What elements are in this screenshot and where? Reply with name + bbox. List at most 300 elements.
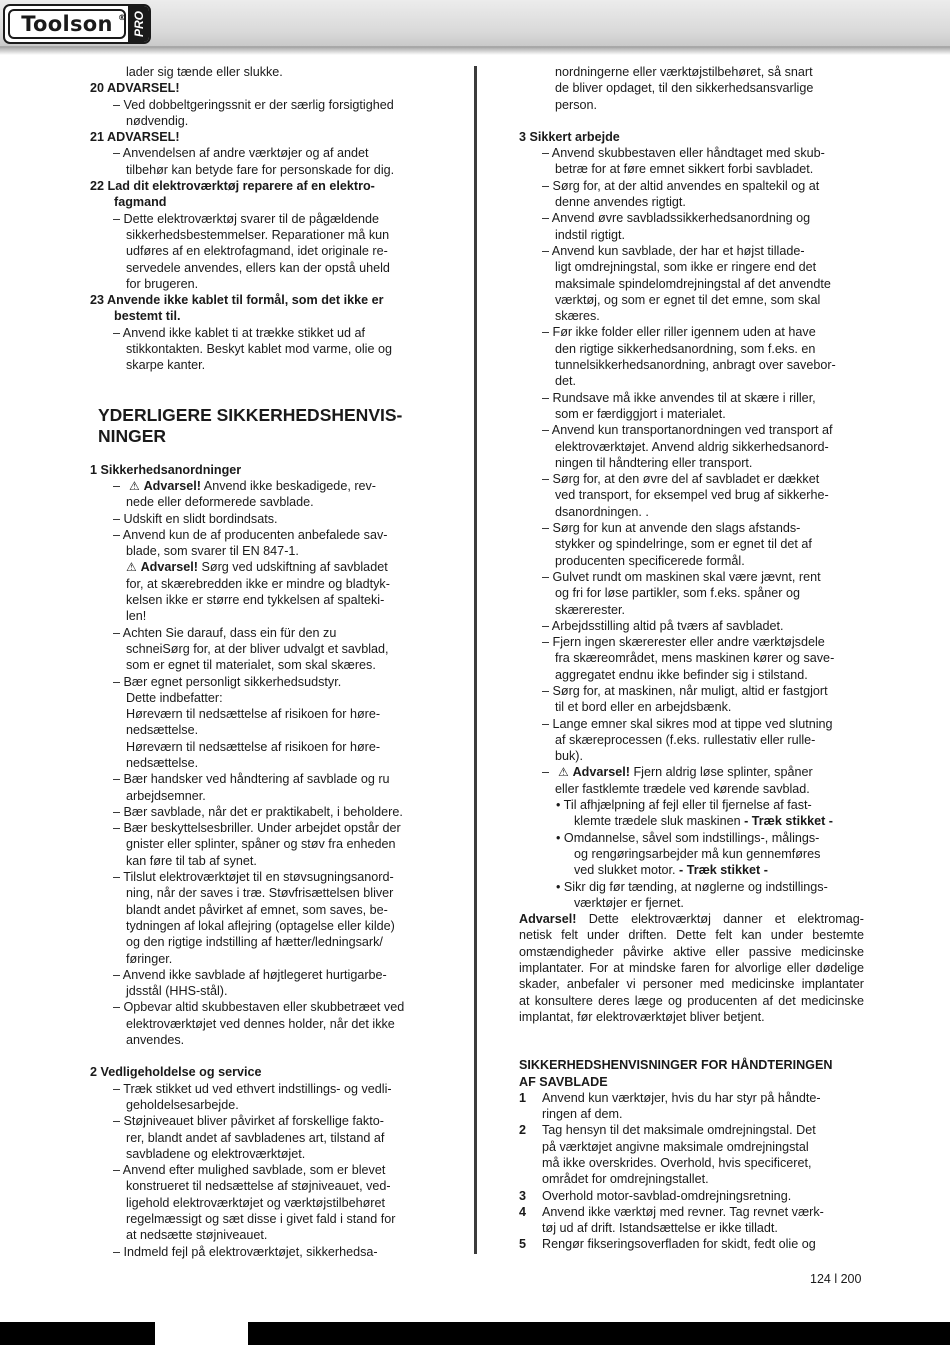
text-line [519, 536, 864, 552]
logo-pro-text: PRO [131, 10, 146, 38]
logo-text: Toolson [21, 12, 113, 36]
text-run: Dette indbefatter: [126, 690, 223, 705]
text-line [519, 781, 864, 797]
text-line [519, 895, 864, 911]
text-line [519, 813, 864, 829]
text-line [519, 911, 864, 927]
text-line [90, 1211, 435, 1227]
text-line [519, 650, 864, 666]
text-run: og den rigtige indstilling af hætter/ledningsark/ [126, 935, 383, 950]
text-line [90, 260, 435, 276]
logo-pro-badge [128, 6, 149, 42]
text-run: ning, når der saves i træ. Støvfrisættelsen bliver [126, 886, 394, 901]
text-line [519, 1009, 864, 1025]
text-line [519, 553, 864, 569]
text-run: – Udskift en slidt bordindsats. [113, 511, 278, 526]
text-run: – [113, 478, 121, 493]
text-line [519, 976, 864, 992]
text-run: person. [555, 97, 598, 112]
text-line [90, 1032, 435, 1048]
text-line [90, 1227, 435, 1243]
footer-bar-left [0, 1322, 155, 1345]
warning-triangle-icon: ⚠ [558, 765, 573, 780]
text-run: konstrueret til nedsættelse af støjniveauet, ved- [126, 1179, 391, 1194]
text-line [90, 527, 435, 543]
text-run: denne anvendes rigtigt. [555, 195, 686, 210]
text-line [519, 97, 864, 113]
text-run: Høreværn til nedsættelse af risikoen for høre- [126, 739, 381, 754]
spacer [519, 1041, 864, 1057]
text-line [519, 390, 864, 406]
text-line [90, 80, 435, 96]
text-run: til et bord eller en arbejdsbænk. [555, 700, 732, 715]
text-run: • Omdannelse, såvel som indstillings-, målings- [556, 830, 820, 845]
text-run-bold: - Træk stikket - [675, 863, 768, 878]
text-run: skæres. [555, 309, 600, 324]
text-run: geholdelsesarbejde. [126, 1097, 239, 1112]
text-run: må ikke overskrides. Overhold, hvis specificeret, [542, 1156, 812, 1170]
text-line [519, 960, 864, 976]
text-run: ved slukket motor. [574, 863, 676, 878]
text-line [90, 983, 435, 999]
text-line [90, 511, 435, 527]
text-line [90, 227, 435, 243]
text-line [519, 1220, 864, 1236]
text-line [90, 902, 435, 918]
text-run: værktøjer er fjernet. [574, 895, 684, 910]
text-run: schneiSørg for, at der bliver udvalgt et savblad, [126, 641, 389, 656]
text-line [519, 1155, 864, 1171]
text-line [90, 836, 435, 852]
text-run: – Anvendelsen af andre værktøjer og af andet [113, 146, 369, 161]
text-line [519, 1139, 864, 1155]
text-run: – Sørg for, at der altid anvendes en spaltekil og at [542, 178, 820, 193]
text-line [90, 1178, 435, 1194]
text-line [90, 308, 435, 324]
text-run: eller fastklemte trædele ved kørende savblad. [555, 781, 810, 796]
text-run: – Træk stikket ud ved ethvert indstillings- og vedli- [113, 1081, 392, 1096]
text-run: – Ved dobbeltgeringssnit er der særlig forsigtighed [113, 97, 394, 112]
text-run: for brugeren. [126, 276, 199, 291]
text-run: blandt andet påvirket af emnet, som saves, be- [126, 902, 388, 917]
text-run: – Bær beskyttelsesbriller. Under arbejdet opstår der [113, 821, 401, 836]
text-run: 2 [519, 1123, 527, 1138]
text-line [90, 211, 435, 227]
text-run: – Indmeld fejl på elektroværktøjet, sikkerhedsa- [113, 1244, 378, 1259]
text-line [90, 162, 435, 178]
text-line [519, 80, 864, 96]
text-line [519, 830, 864, 846]
text-line [90, 145, 435, 161]
text-run: ligt omdrejningstal, som ikke er ringere end det [555, 260, 817, 275]
text-line [519, 927, 864, 943]
text-line [519, 667, 864, 683]
text-line [519, 716, 864, 732]
text-line [519, 1204, 864, 1220]
text-line [519, 227, 864, 243]
text-run: 1 [519, 1090, 527, 1105]
text-line [90, 357, 435, 373]
text-run: nedsættelse. [126, 755, 199, 770]
text-line [519, 846, 864, 862]
text-line [519, 748, 864, 764]
text-line [519, 129, 864, 145]
text-run: lader sig tænde eller slukke. [126, 65, 283, 79]
text-line [519, 585, 864, 601]
text-run: stikkontakten. Beskyt kablet mod varme, olie og [126, 342, 392, 357]
text-line [519, 1188, 864, 1204]
text-line [90, 194, 435, 210]
text-run: • Sikr dig før tænding, at nøglerne og indstillings- [556, 879, 828, 894]
text-line [519, 504, 864, 520]
text-run: at konsultere deres læge og producenten af det medicinske [519, 993, 864, 1008]
text-run: tunnelsikkerhedsanordning, anbragt over savebor- [555, 358, 836, 373]
text-line [519, 764, 864, 780]
warning-triangle-icon: ⚠ [129, 478, 144, 493]
text-run: 2 Vedligeholdelse og service [90, 1065, 262, 1080]
text-run: netisk felt under driften. Dette felt kan under bestemte [519, 928, 864, 943]
text-run: skarpe kanter. [126, 358, 206, 373]
text-run: – Anvend efter mulighed savblade, som er blevet [113, 1163, 386, 1178]
text-run: Dette elektroværktøj danner et elektromag- [576, 912, 864, 927]
text-line [90, 292, 435, 308]
text-run: omstændigheder påvirke aktive eller passive medicinske [519, 944, 864, 959]
page-number: 124 l 200 [810, 1272, 862, 1286]
text-run: SIKKERHEDSHENVISNINGER FOR HÅNDTERINGEN [519, 1058, 833, 1073]
text-run: Høreværn til nedsættelse af risikoen for høre- [126, 707, 381, 722]
spacer [90, 447, 435, 462]
text-run: tilbehør kan betyde fare for personskade for dig. [126, 162, 395, 177]
text-line [90, 625, 435, 641]
text-line [519, 634, 864, 650]
text-run: Anvend ikke beskadigede, rev- [200, 478, 377, 493]
text-line [519, 194, 864, 210]
text-line [519, 308, 864, 324]
spacer [90, 1048, 435, 1064]
text-run: regelmæssigt og sæt disse i givet fald i stand for [126, 1212, 396, 1226]
text-run: og rengøringsarbejder må kun gennemføres [574, 846, 821, 861]
text-line [90, 820, 435, 836]
text-run: Overhold motor-savblad-omdrejningsretning. [542, 1188, 792, 1203]
text-run: aggregatet endnu ikke befinder sig i stilstand. [555, 667, 808, 682]
logo-wordmark [8, 9, 126, 39]
section-heading: NINGER [98, 425, 167, 446]
logo-registered-mark: ® [118, 13, 127, 22]
text-line [90, 690, 435, 706]
text-run: området for omdrejningstallet. [542, 1172, 709, 1187]
text-line [90, 869, 435, 885]
text-run: gnister eller splinter, spåner og støv fra enheden [126, 837, 396, 852]
text-run: – Arbejdsstilling altid på tværs af savbladet. [542, 618, 784, 633]
spacer [90, 374, 435, 390]
text-run: – Anvend skubbestaven eller håndtaget med skub- [542, 146, 825, 161]
text-run: at nedsætte støjniveauet. [126, 1228, 268, 1243]
column-divider [474, 66, 477, 1254]
text-line [90, 1097, 435, 1113]
section-heading: YDERLIGERE SIKKERHEDSHENVIS- [98, 404, 403, 425]
text-run-bold: - Træk stikket - [740, 814, 833, 829]
text-line [519, 64, 864, 80]
text-line [90, 641, 435, 657]
text-line [519, 439, 864, 455]
text-run: rer, blandt andet af savbladenes art, tilstand af [126, 1130, 385, 1145]
text-line [519, 879, 864, 895]
text-run: skader, anbefaler vi personer med medicinske implantater [519, 977, 864, 992]
text-run: 20 ADVARSEL! [90, 81, 180, 96]
text-run: – Sørg for kun at anvende den slags afstands- [542, 521, 801, 536]
text-run: 1 Sikkerhedsanordninger [90, 462, 242, 477]
text-line [519, 602, 864, 618]
text-run: elektroværktøjet. Anvend aldrig sikkerhedsanord- [555, 439, 829, 454]
text-line [519, 1074, 864, 1090]
text-run: ringen af dem. [542, 1107, 623, 1122]
text-line [519, 993, 864, 1009]
text-run: tøj ud af drift. Istandsættelse er ikke tilladt. [542, 1221, 778, 1236]
text-line [90, 1244, 435, 1260]
text-line [519, 487, 864, 503]
text-line [90, 608, 435, 624]
text-run: nordningerne eller værktøjstilbehøret, så snart [555, 65, 813, 79]
text-run: Fjern aldrig løse splinter, spåner [629, 765, 813, 780]
text-line [519, 1057, 864, 1073]
text-run: ningen til håndtering eller transport. [555, 455, 753, 470]
left-text-column [90, 64, 435, 1260]
text-run: 3 [519, 1188, 527, 1203]
text-line [90, 341, 435, 357]
text-run: – Bær savblade, når det er praktikabelt, i beholdere. [113, 804, 403, 819]
text-line [90, 97, 435, 113]
text-line [90, 1081, 435, 1097]
text-run: Advarsel! [519, 912, 577, 927]
text-line [90, 1113, 435, 1129]
footer-bar-right [248, 1322, 950, 1345]
text-run: – Fjern ingen skærerester eller andre værktøjsdele [542, 635, 825, 650]
text-line [519, 1236, 864, 1252]
text-run: fra skæreområdet, mens maskinen kører og save- [555, 651, 835, 666]
text-line [519, 569, 864, 585]
text-run: – [542, 765, 550, 780]
text-run: stykker og spindelringe, som er egnet til det af [555, 537, 812, 552]
text-run: og fri for løse partikler, som f.eks. spåner og [555, 586, 800, 601]
text-line [519, 732, 864, 748]
text-run: 4 [519, 1204, 527, 1219]
text-run: maksimale spindelomdrejningstal af det anvendte [555, 276, 831, 291]
text-run: – Bær handsker ved håndtering af savblade og ru [113, 772, 390, 787]
text-run: nede eller deformerede savblade. [126, 495, 314, 510]
right-text-column [519, 64, 864, 1253]
text-run: buk). [555, 749, 583, 764]
text-line [90, 325, 435, 341]
text-line [519, 520, 864, 536]
text-run: bestemt til. [114, 309, 181, 324]
text-run: værktøj, og som er egnet til det emne, som skal [555, 292, 821, 307]
text-run: 22 Lad dit elektroværktøj reparere af en elektro- [90, 179, 375, 194]
warning-text: Advarsel! [140, 560, 198, 575]
text-run: blade, som svarer til EN 847-1. [126, 544, 299, 559]
text-line [519, 618, 864, 634]
text-line [519, 422, 864, 438]
text-line [90, 592, 435, 608]
text-line [519, 471, 864, 487]
text-run: – Bær egnet personligt sikkerhedsudstyr. [113, 674, 342, 689]
text-run: føringer. [126, 951, 173, 966]
text-line [90, 178, 435, 194]
text-run: 21 ADVARSEL! [90, 130, 180, 145]
text-line [90, 788, 435, 804]
text-run: på værktøjet angivne maksimale omdrejningstal [542, 1139, 809, 1154]
warning-label [558, 764, 813, 780]
text-run: jdsstål (HHS-stål). [126, 984, 228, 999]
text-line [519, 1106, 864, 1122]
text-line [90, 722, 435, 738]
text-line [519, 357, 864, 373]
text-line [90, 755, 435, 771]
text-run: ved transport, for eksempel ved brug af sikkerhe- [555, 488, 829, 503]
text-line [519, 797, 864, 813]
text-line [519, 145, 864, 161]
text-line [90, 739, 435, 755]
text-line [519, 862, 864, 878]
text-line [90, 918, 435, 934]
text-line [90, 113, 435, 129]
text-run: betræ for at føre emnet sikkert forbi savbladet. [555, 162, 814, 177]
text-line [519, 276, 864, 292]
text-run: • Til afhjælpning af fejl eller til fjernelse af fast- [556, 798, 812, 813]
text-run: – Anvend øvre savbladssikkerhedsanordning og [542, 211, 811, 226]
text-line [90, 1016, 435, 1032]
text-line [519, 455, 864, 471]
text-run: sikkerhedsbestemmelser. Reparationer må kun [126, 227, 390, 242]
text-run: – Sørg for, at den øvre del af savbladet er dækket [542, 472, 820, 487]
text-run: som er egnet til materialet, som skal skæres. [126, 658, 376, 673]
text-line [519, 324, 864, 340]
text-run: producenten specificerede formål. [555, 553, 745, 568]
warning-text: Advarsel! [572, 765, 630, 780]
toolson-logo [3, 4, 151, 44]
text-run: – Anvend ikke kablet ti at trække stikket ud af [113, 325, 366, 340]
warning-text: Advarsel! [143, 478, 201, 493]
text-line [90, 478, 435, 494]
text-run: nedsættelse. [126, 723, 199, 738]
text-run: Rengør fikseringsoverfladen for skidt, fedt olie og [542, 1237, 816, 1252]
text-line [90, 494, 435, 510]
text-line [519, 1090, 864, 1106]
text-line [90, 559, 435, 575]
text-line [90, 1064, 435, 1080]
text-line [90, 999, 435, 1015]
text-line [519, 210, 864, 226]
text-line [90, 804, 435, 820]
text-run: – Tilslut elektroværktøjet til en støvsugningsanord- [113, 870, 394, 885]
text-run: fagmand [114, 195, 167, 210]
text-run: kan føre til tab af synet. [126, 853, 257, 868]
text-run: tydningen af lokal aflejring (optagelse eller kilde) [126, 918, 395, 933]
text-run: udføres af en elektrofagmand, idet originale re- [126, 244, 388, 259]
text-run: Anvend ikke værktøj med revner. Tag revnet værk- [542, 1204, 824, 1219]
text-run: indstil rigtigt. [555, 227, 625, 242]
text-run: servedele anvendes, ellers kan der opstå uheld [126, 260, 390, 275]
warning-triangle-icon: ⚠ [126, 560, 141, 575]
text-run: elektroværktøjet ved dennes holder, når det ikke [126, 1016, 395, 1031]
text-line [90, 64, 435, 80]
text-run: dsanordningen. . [555, 504, 649, 519]
text-line [90, 951, 435, 967]
text-line [90, 276, 435, 292]
text-line [90, 576, 435, 592]
text-line [519, 1122, 864, 1138]
text-run: len! [126, 609, 147, 624]
text-line [90, 543, 435, 559]
text-run: den rigtige sikkerhedsanordning, som f.eks. en [555, 341, 816, 356]
text-line [519, 1171, 864, 1187]
text-run: af skæreprocessen (f.eks. rullestativ eller rulle- [555, 732, 816, 747]
text-run: Sørg ved udskiftning af savbladet [197, 560, 388, 575]
text-run: som er færdiggjort i materialet. [555, 406, 726, 421]
text-line [90, 1146, 435, 1162]
text-run: – Anvend kun de af producenten anbefalede sav- [113, 527, 388, 542]
text-line [90, 462, 435, 478]
text-line [519, 406, 864, 422]
text-line [519, 178, 864, 194]
text-run: de bliver opdaget, til den sikkerhedsansvarlige [555, 81, 814, 96]
warning-label [126, 559, 388, 575]
text-line [519, 161, 864, 177]
spacer [90, 390, 435, 405]
text-line [90, 706, 435, 722]
text-run: Tag hensyn til det maksimale omdrejningstal. Det [542, 1123, 816, 1138]
text-run: implantater. For at mindske faren for alvorlige eller dødelige [519, 961, 864, 976]
text-line [90, 657, 435, 673]
text-line [90, 1195, 435, 1211]
text-run: nødvendig. [126, 113, 189, 128]
text-line [519, 341, 864, 357]
text-line [519, 259, 864, 275]
text-run: – Før ikke folder eller riller igennem uden at have [542, 325, 816, 340]
text-run: AF SAVBLADE [519, 1074, 608, 1089]
text-line [90, 674, 435, 690]
text-run: 5 [519, 1237, 527, 1252]
text-line [90, 853, 435, 869]
warning-label [129, 478, 376, 494]
text-line [90, 967, 435, 983]
text-run: Anvend kun værktøjer, hvis du har styr på håndte- [542, 1090, 821, 1105]
text-line [519, 683, 864, 699]
text-run: anvendes. [126, 1033, 185, 1048]
text-run: – Rundsave må ikke anvendes til at skære i riller, [542, 390, 816, 405]
header-shadow [0, 48, 950, 55]
text-line [90, 129, 435, 145]
text-run: 3 Sikkert arbejde [519, 129, 620, 144]
text-line [519, 243, 864, 259]
text-run: for, at skærebredden ikke er mindre og bladtyk- [126, 576, 390, 591]
text-run: – Dette elektroværktøj svarer til de pågældende [113, 211, 379, 226]
text-run: ligehold elektroværktøjet og værktøjstilbehøret [126, 1195, 385, 1210]
text-line [90, 771, 435, 787]
text-run: arbejdsemner. [126, 788, 206, 803]
text-run: – Achten Sie darauf, dass ein für den zu [113, 625, 337, 640]
text-run: – Opbevar altid skubbestaven eller skubbetræet ved [113, 1000, 405, 1015]
text-line [90, 1162, 435, 1178]
text-run: – Gulvet rundt om maskinen skal være jævnt, rent [542, 569, 821, 584]
text-run: implantat, før elektroværktøjet bliver betjent. [519, 1009, 765, 1024]
spacer [519, 1025, 864, 1041]
text-line [90, 243, 435, 259]
text-line [519, 292, 864, 308]
spacer [519, 113, 864, 129]
text-run: savbladene og elektroværktøjet. [126, 1146, 306, 1161]
text-line [519, 373, 864, 389]
text-run: – Sørg for, at maskinen, når muligt, altid er fastgjort [542, 683, 828, 698]
